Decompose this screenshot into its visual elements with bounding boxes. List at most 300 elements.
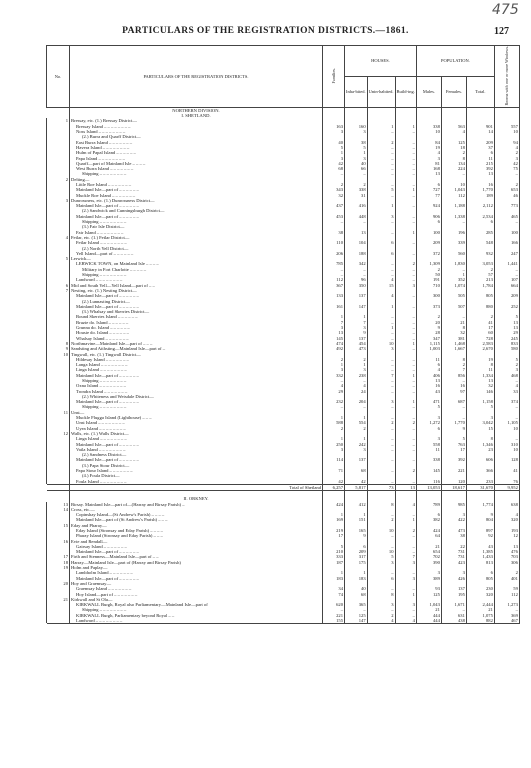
cell-w: 468	[494, 373, 519, 378]
cell-fam: 492	[323, 346, 345, 351]
cell-un: –	[367, 182, 395, 187]
cell-un: –	[367, 129, 395, 134]
cell-bld: –	[395, 214, 416, 219]
cell-m: 389	[416, 576, 441, 581]
district-particulars: LERWICK TOWN, on Mainland Isle – – – –	[70, 261, 323, 266]
cell-m: 390	[416, 560, 441, 565]
cell-fam: 183	[323, 576, 345, 581]
cell-f: 505	[441, 293, 466, 298]
district-number: 4	[47, 235, 70, 240]
cell-w: 638	[494, 502, 519, 507]
cell-t: 13	[466, 171, 494, 176]
cell-f: 731	[441, 554, 466, 559]
district-number: 3	[47, 198, 70, 203]
cell-un: –	[367, 357, 395, 362]
cell-w: 12	[494, 533, 519, 538]
cell-f: 137	[441, 586, 466, 591]
cell-m: 338	[416, 457, 441, 462]
total-m: 13,053	[416, 484, 441, 490]
cell-t: 11	[466, 367, 494, 372]
cell-f: 1	[441, 272, 466, 277]
cell-w: 4	[494, 145, 519, 150]
cell-inh: –	[345, 219, 368, 224]
cell-un: 4	[367, 293, 395, 298]
cell-un: –	[367, 479, 395, 484]
cell-no-empty	[47, 623, 70, 624]
cell-f: 8	[441, 325, 466, 330]
cell-m: 5	[416, 404, 441, 409]
cell-t: 14	[466, 129, 494, 134]
district-particulars: Mainland Isle—part of – – – – – –	[70, 399, 323, 404]
cell-inh: 137	[345, 336, 368, 341]
cell-inh: 1	[345, 570, 368, 575]
cell-f: –	[441, 378, 466, 383]
cell-inh: 209	[345, 549, 368, 554]
cell-f: –	[441, 415, 466, 420]
cell-m: 702	[416, 554, 441, 559]
district-particulars: Havera Island – – – – – – – –	[70, 145, 323, 150]
cell-un: 2	[367, 140, 395, 145]
cell-inh: 3	[345, 156, 368, 161]
cell-fam: 367	[323, 283, 345, 288]
cell-inh: 3	[345, 447, 368, 452]
cell-m: 125	[416, 592, 441, 597]
cell-f: 22	[441, 544, 466, 549]
district-particulars: Shipping – – – – – – – –	[70, 378, 323, 383]
cell-f: 1,074	[441, 283, 466, 288]
cell-un: 3	[367, 214, 395, 219]
district-particulars: Mainland Isle—part of (St Andrew's Parish) – – –	[70, 517, 323, 522]
cell-m: 789	[416, 502, 441, 507]
district-particulars: Mainland Isle—part of – – – – – –	[70, 457, 323, 462]
cell-un: 5	[367, 554, 395, 559]
cell-t: 8	[466, 362, 494, 367]
district-particulars: (3.) Whalsay and Skerries District—	[70, 309, 323, 314]
registration-table	[46, 45, 520, 624]
cell-bld: 2	[395, 468, 416, 473]
cell-m: 81	[416, 161, 441, 166]
cell-bld: –	[395, 251, 416, 256]
district-particulars: Papa Island – – – – – – – –	[70, 156, 323, 161]
cell-un: –	[367, 362, 395, 367]
district-number: 12	[47, 431, 70, 436]
cell-un: 4	[367, 277, 395, 282]
cell-fam: 13	[323, 330, 345, 335]
cell-bld: –	[395, 156, 416, 161]
col-inhabited: Inha-bited.	[345, 76, 368, 107]
cell-fam: 1	[323, 436, 345, 441]
cell-f: 125	[441, 140, 466, 145]
cell-w: 209	[494, 293, 519, 298]
cell-un: –	[367, 436, 395, 441]
cell-f: –	[441, 219, 466, 224]
cell-f: 97	[441, 389, 466, 394]
cell-t: 11	[466, 156, 494, 161]
cell-f: 438	[441, 618, 466, 623]
cell-fam: 333	[323, 554, 345, 559]
cell-m: 3	[416, 156, 441, 161]
cell-inh: 40	[345, 161, 368, 166]
cell-bld: 1	[395, 187, 416, 192]
cell-fam: 221	[323, 613, 345, 618]
page-title: PARTICULARS OF THE REGISTRATION DISTRICTS.—1861.	[122, 26, 409, 36]
cell-m: 28	[416, 330, 441, 335]
cell-t: 15	[466, 426, 494, 431]
cell-t: 728	[466, 336, 494, 341]
cell-t: 285	[466, 230, 494, 235]
cell-un: –	[367, 156, 395, 161]
district-particulars: Oxna Island – – – – – – – –	[70, 383, 323, 388]
cell-bld: –	[395, 336, 416, 341]
district-particulars: Mainland Isle—part of – – – – – –	[70, 442, 323, 447]
cell-f: –	[441, 404, 466, 409]
col-building: Build-ing.	[395, 76, 416, 107]
cell-w: 2	[494, 150, 519, 155]
cell-f: 1,468	[441, 341, 466, 346]
cell-bld: –	[395, 145, 416, 150]
district-particulars: West Burra Island – – – – – – –	[70, 166, 323, 171]
cell-m: 191	[416, 277, 441, 282]
cell-inh: 151	[345, 517, 368, 522]
cell-w: 247	[494, 251, 519, 256]
cell-f: 731	[441, 549, 466, 554]
district-number: 13	[47, 502, 70, 507]
cell-inh: 454	[345, 341, 368, 346]
col-no: No.	[47, 46, 70, 108]
district-particulars: Fetlar, etc. (1.) Fetlar District—	[70, 235, 323, 240]
cell-fam: 161	[323, 304, 345, 309]
cell-w: –	[494, 436, 519, 441]
cell-bld: –	[395, 512, 416, 517]
cell-w: 306	[494, 560, 519, 565]
district-particulars: Housie do. Island – – – – – –	[70, 330, 323, 335]
cell-inh: 160	[345, 124, 368, 129]
cell-fam: 1	[323, 362, 345, 367]
district-particulars: Cross, etc.—	[70, 507, 323, 512]
cell-m: 20	[416, 320, 441, 325]
cell-f: 2	[441, 362, 466, 367]
cell-w: 4	[494, 512, 519, 517]
district-number: 17	[47, 554, 70, 559]
cell-inh: 42	[345, 479, 368, 484]
district-particulars: Mainland Isle—part of – – – – – –	[70, 187, 323, 192]
cell-m: 21	[416, 544, 441, 549]
cell-w: 13	[494, 320, 519, 325]
cell-inh: –	[345, 404, 368, 409]
cell-bld: –	[395, 182, 416, 187]
cell-f: 1,671	[441, 602, 466, 607]
cell-t: 60	[466, 330, 494, 335]
cell-fam: 2	[323, 182, 345, 187]
cell-f: 18	[441, 145, 466, 150]
cell-bld: –	[395, 320, 416, 325]
cell-bld: –	[395, 171, 416, 176]
cell-bld: –	[395, 479, 416, 484]
cell-inh: 40	[345, 586, 368, 591]
cell-fam: 145	[323, 336, 345, 341]
district-number: 16	[47, 539, 70, 544]
cell-un: 15	[367, 283, 395, 288]
cell-inh: 104	[345, 240, 368, 245]
cell-fam: 3	[323, 156, 345, 161]
cell-w: 2	[494, 570, 519, 575]
cell-f: 426	[441, 576, 466, 581]
cell-un: 6	[367, 576, 395, 581]
cell-bld: –	[395, 442, 416, 447]
district-number: 9	[47, 346, 70, 351]
cell-m: 100	[416, 230, 441, 235]
cell-bld: 1	[395, 230, 416, 235]
cell-fam: 74	[323, 592, 345, 597]
cell-f: 763	[441, 442, 466, 447]
cell-inh: 9	[345, 533, 368, 538]
cell-un: –	[367, 426, 395, 431]
cell-un: 2	[367, 420, 395, 425]
cell-un: –	[367, 607, 395, 612]
col-females: Females.	[441, 76, 466, 107]
district-particulars: Landward – – – – – – – –	[70, 618, 323, 623]
cell-fam: 588	[323, 420, 345, 425]
cell-t: 2,583	[466, 341, 494, 346]
cell-f: 1,770	[441, 420, 466, 425]
cell-t: 901	[466, 124, 494, 129]
cell-m: 654	[416, 549, 441, 554]
district-particulars: Hoy and Graemsay—	[70, 581, 323, 586]
district-particulars: Graemsay Island – – – – – – –	[70, 586, 323, 591]
cell-inh: 125	[345, 613, 368, 618]
cell-w: 467	[494, 618, 519, 623]
cell-inh: 13	[345, 230, 368, 235]
cell-fam: 5	[323, 145, 345, 150]
cell-bld: –	[395, 161, 416, 166]
cell-inh: 1	[345, 150, 368, 155]
cell-w: 465	[494, 214, 519, 219]
district-particulars: KIRKWALL Burgh, Royal also Parliamentary—Mainland Isle—part of	[70, 602, 323, 607]
district-particulars: Yell Island—part of – – – – – –	[70, 251, 323, 256]
cell-t: 1,385	[466, 549, 494, 554]
col-total: Total.	[466, 76, 494, 107]
cell-f: 16	[441, 383, 466, 388]
district-particulars: (3.) Fair Isle District—	[70, 224, 323, 229]
cell-t: 43	[466, 544, 494, 549]
cell-fam: 424	[323, 502, 345, 507]
cell-un: 7	[367, 373, 395, 378]
cell-un: –	[367, 261, 395, 266]
district-particulars: Shipping – – – – – – – –	[70, 272, 323, 277]
district-particulars: Walls, etc. (1.) Walls District—	[70, 431, 323, 436]
cell-w: 13	[494, 544, 519, 549]
district-particulars: Mainland Isle—part of – – – – – –	[70, 373, 323, 378]
cell-m: 116	[416, 479, 441, 484]
cell-inh: 238	[345, 373, 368, 378]
cell-bld: –	[395, 277, 416, 282]
cell-fam: 42	[323, 479, 345, 484]
cell-m: 2	[416, 314, 441, 319]
cell-bld: 3	[395, 602, 416, 607]
cell-w: 320	[494, 517, 519, 522]
cell-f: 196	[441, 230, 466, 235]
cell-m: 1,043	[416, 602, 441, 607]
district-particulars: Trondra Island – – – – – – –	[70, 389, 323, 394]
cell-bld: 2	[395, 528, 416, 533]
cell-t: 392	[466, 166, 494, 171]
cell-inh: 188	[345, 251, 368, 256]
cell-w: –	[494, 378, 519, 383]
cell-f: 221	[441, 468, 466, 473]
cell-bld: –	[395, 203, 416, 208]
cell-bld: –	[395, 607, 416, 612]
cell-m: 209	[416, 240, 441, 245]
cell-m: 1,003	[416, 346, 441, 351]
cell-un: –	[367, 404, 395, 409]
cell-inh: 175	[345, 560, 368, 565]
cell-fam: –	[323, 272, 345, 277]
cell-bld: –	[395, 304, 416, 309]
cell-bld: –	[395, 293, 416, 298]
cell-w: 1,441	[494, 261, 519, 266]
cell-f: 32	[441, 330, 466, 335]
cell-bld: –	[395, 533, 416, 538]
cell-bld: –	[395, 457, 416, 462]
total-bld: 13	[395, 484, 416, 490]
cell-bld: –	[395, 193, 416, 198]
cell-f: –	[441, 607, 466, 612]
district-particulars: Whalsay Island – – – – – – –	[70, 336, 323, 341]
cell-m: 372	[416, 251, 441, 256]
cell-fam: 343	[323, 187, 345, 192]
total-label: Total of Shetland	[70, 484, 323, 490]
cell-bld: –	[395, 570, 416, 575]
cell-t: 1,784	[466, 283, 494, 288]
cell-inh: 68	[345, 592, 368, 597]
cell-inh: 9	[345, 330, 368, 335]
cell-w: 557	[494, 124, 519, 129]
cell-un: 3	[367, 346, 395, 351]
cell-un: –	[367, 457, 395, 462]
cell-m: 347	[416, 336, 441, 341]
district-particulars: Holm and Paplay—	[70, 565, 323, 570]
district-number: 7	[47, 288, 70, 293]
district-number: 1	[47, 118, 70, 123]
cell-bld: –	[395, 389, 416, 394]
cell-f: 8	[441, 156, 466, 161]
cell-inh: 204	[345, 399, 368, 404]
cell-w: 41	[494, 468, 519, 473]
total-inh: 5,817	[345, 484, 368, 490]
district-particulars: Pharay Island (Stronsay and Eday Parish) – – –	[70, 533, 323, 538]
district-particulars: KIRKWALL Burgh, Parliamentary beyond Royal – –	[70, 613, 323, 618]
cell-w: 94	[494, 140, 519, 145]
cell-un: 2	[367, 517, 395, 522]
cell-f: 1,667	[441, 346, 466, 351]
cell-inh: 96	[345, 277, 368, 282]
cell-fam: 785	[323, 261, 345, 266]
cell-f: 687	[441, 399, 466, 404]
cell-inh: 3	[345, 325, 368, 330]
district-particulars: Quarff—part of Mainland Isle – – – –	[70, 161, 323, 166]
cell-fam: 1	[323, 570, 345, 575]
cell-bld: –	[395, 346, 416, 351]
cell-w: 401	[494, 576, 519, 581]
cell-m: 43	[416, 389, 441, 394]
cell-bld: –	[395, 549, 416, 554]
cell-f: 1,043	[441, 187, 466, 192]
cell-bld: –	[395, 325, 416, 330]
cell-inh: 7	[345, 320, 368, 325]
cell-w: 833	[494, 341, 519, 346]
cell-t: 16	[466, 182, 494, 187]
cell-t: 6	[466, 570, 494, 575]
cell-w: –	[494, 219, 519, 224]
district-particulars: Landward – – – – – – – –	[70, 277, 323, 282]
cell-fam: 620	[323, 602, 345, 607]
cell-f: 21	[441, 320, 466, 325]
district-particulars: Hulm of Papal Island – – – – – –	[70, 150, 323, 155]
cell-f: 423	[441, 560, 466, 565]
cell-un: 1	[367, 203, 395, 208]
cell-bld: 4	[395, 502, 416, 507]
cell-inh: 147	[345, 304, 368, 309]
division-heading: NORTHERN DIVISION.	[70, 107, 323, 113]
district-particulars: Shipping – – – – – – – –	[70, 171, 323, 176]
district-particulars: Northmavine—Mainland Isle—part of – – –	[70, 341, 323, 346]
cell-t: 805	[466, 293, 494, 298]
cell-m: 11	[416, 447, 441, 452]
district-particulars: Mainland Isle—part of – – – – – –	[70, 304, 323, 309]
cell-f: 3	[441, 512, 466, 517]
cell-bld: –	[395, 219, 416, 224]
cell-f: 4	[441, 129, 466, 134]
cell-w: 59	[494, 586, 519, 591]
cell-fam: 1	[323, 512, 345, 517]
district-particulars: East Burra Island – – – – – – –	[70, 140, 323, 145]
cell-m: 558	[416, 442, 441, 447]
cell-m: 924	[416, 203, 441, 208]
cell-fam: 3	[323, 447, 345, 452]
cell-f: 2	[441, 150, 466, 155]
cell-m: 444	[416, 618, 441, 623]
cell-bld: –	[395, 140, 416, 145]
district-particulars: Eday Island (Stronsay and Eday Parish) – – – –	[70, 528, 323, 533]
district-particulars: Langa Island – – – – – – – –	[70, 362, 323, 367]
cell-bld: 7	[395, 554, 416, 559]
cell-m: 64	[416, 533, 441, 538]
cell-fam: 1	[323, 415, 345, 420]
cell-w: 1,105	[494, 420, 519, 425]
total-fam: 6,257	[323, 484, 345, 490]
cell-t: 548	[466, 240, 494, 245]
cell-w: 112	[494, 592, 519, 597]
cell-t: 3	[466, 415, 494, 420]
col-uninhabited: Unin-habited.	[367, 76, 395, 107]
cell-t: 1,346	[466, 442, 494, 447]
district-particulars: (2.) Sandwick and Cunningsburgh District—	[70, 208, 323, 213]
cell-f: 560	[441, 251, 466, 256]
district-particulars: Mainland Isle—part of – – – – – –	[70, 214, 323, 219]
cell-un: –	[367, 230, 395, 235]
cell-m: 6	[416, 219, 441, 224]
cell-w: –	[494, 607, 519, 612]
cell-m: 2	[416, 267, 441, 272]
cell-f: 8	[441, 357, 466, 362]
district-particulars: (2.) North Yell District—	[70, 246, 323, 251]
cell-f: 224	[441, 166, 466, 171]
cell-f: 563	[441, 124, 466, 129]
cell-m: 11	[416, 357, 441, 362]
district-particulars: Grunna do. Island – – – – – –	[70, 325, 323, 330]
cell-w: 29	[494, 330, 519, 335]
district-number: 6	[47, 283, 70, 288]
